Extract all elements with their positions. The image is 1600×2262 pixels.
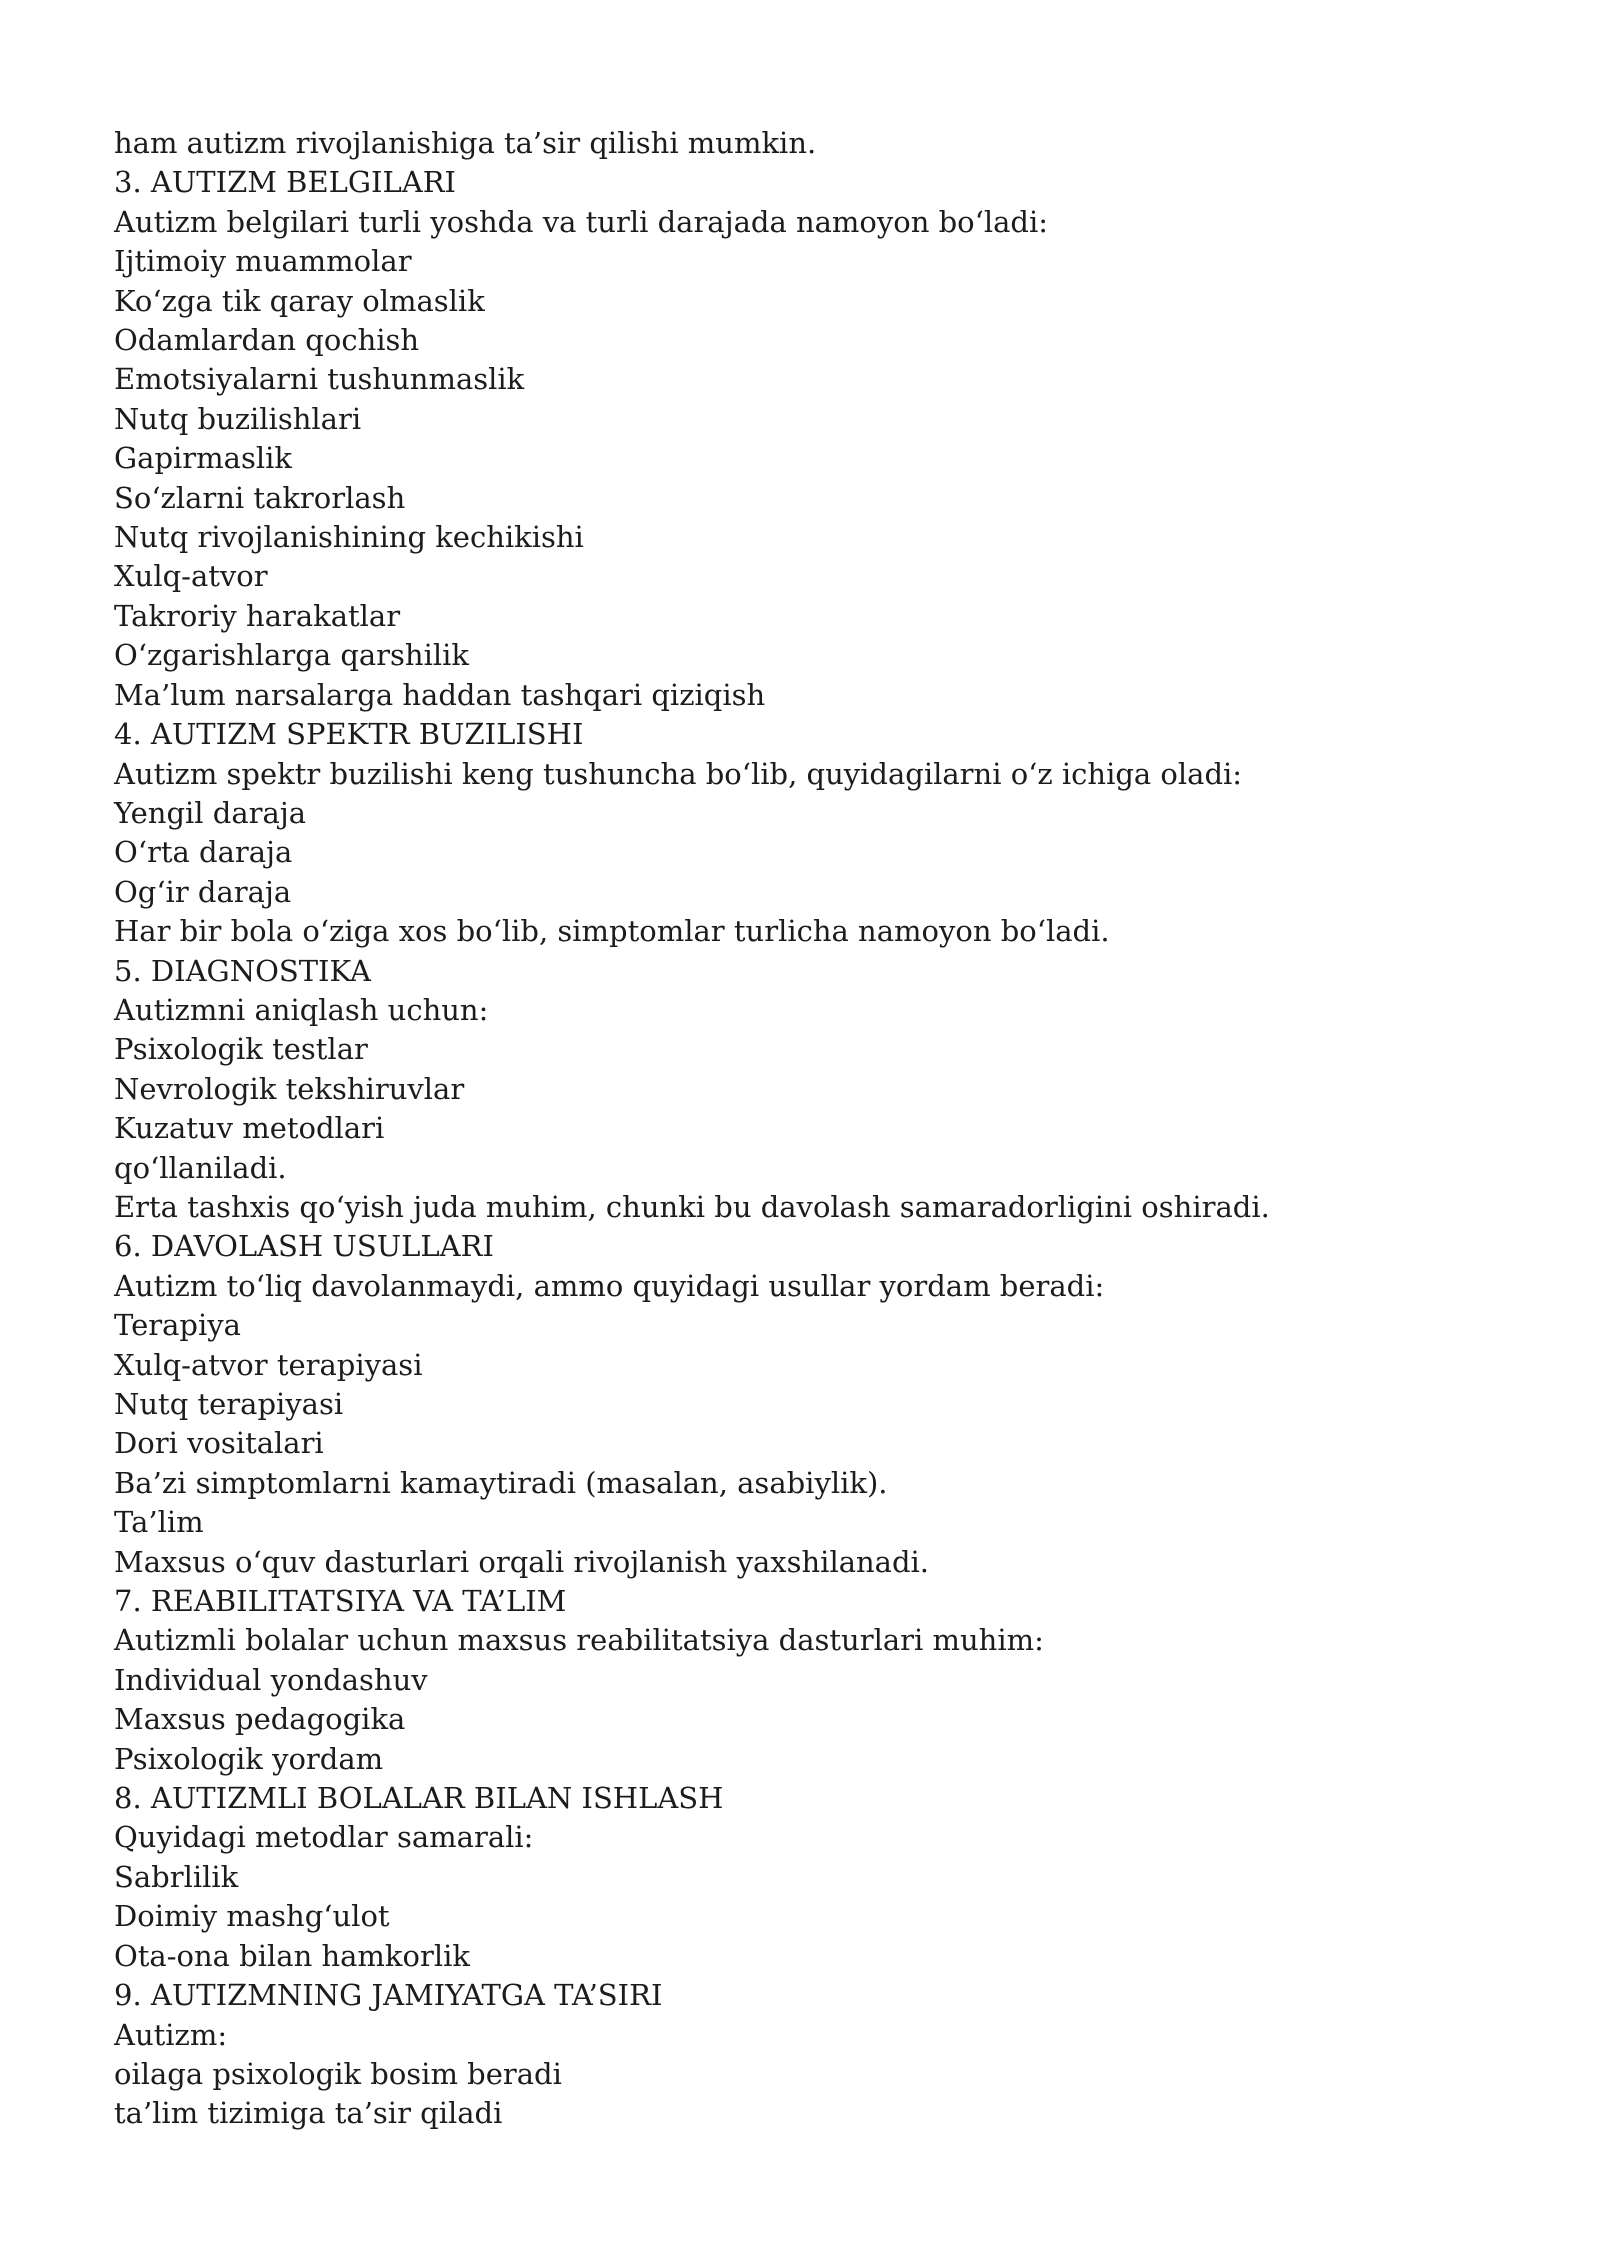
list-item: O‘rta daraja: [114, 835, 293, 870]
list-item: Ota-ona bilan hamkorlik: [114, 1938, 470, 1973]
list-item: Ko‘zga tik qaray olmaslik: [114, 283, 485, 318]
text-line: Autizm spektr buzilishi keng tushuncha bo‘lib, quyidagilarni o‘z ichiga oladi:: [114, 756, 1243, 791]
list-item: Yengil daraja: [114, 795, 307, 830]
list-item: Maxsus pedagogika: [114, 1702, 406, 1737]
section-heading-3: 3. AUTIZM BELGILARI: [114, 165, 456, 200]
text-line: Quyidagi metodlar samarali:: [114, 1820, 534, 1855]
list-item: Odamlardan qochish: [114, 323, 420, 358]
section-heading-5: 5. DIAGNOSTIKA: [114, 953, 371, 988]
section-heading-4: 4. AUTIZM SPEKTR BUZILISHI: [114, 717, 584, 752]
section-heading-9: 9. AUTIZMNING JAMIYATGA TA’SIRI: [114, 1978, 663, 2013]
list-item: ta’lim tizimiga ta’sir qiladi: [114, 2096, 503, 2131]
list-item: Ta’lim: [114, 1505, 204, 1540]
list-item: Psixologik testlar: [114, 1032, 368, 1067]
text-line: ham autizm rivojlanishiga ta’sir qilishi mumkin.: [114, 126, 817, 160]
list-item: Emotsiyalarni tushunmaslik: [114, 362, 525, 397]
list-item: Psixologik yordam: [114, 1741, 384, 1776]
text-line: Maxsus o‘quv dasturlari orqali rivojlanish yaxshilanadi.: [114, 1544, 930, 1579]
text-line: Autizm:: [114, 2017, 228, 2052]
list-item: Ijtimoiy muammolar: [114, 244, 412, 279]
list-item: Kuzatuv metodlari: [114, 1111, 385, 1146]
list-item: Sabrlilik: [114, 1859, 239, 1894]
section-heading-7: 7. REABILITATSIYA VA TA’LIM: [114, 1584, 567, 1619]
text-line: Autizmli bolalar uchun maxsus reabilitatsiya dasturlari muhim:: [114, 1623, 1044, 1658]
list-item: So‘zlarni takrorlash: [114, 480, 406, 515]
list-item: Doimiy mashg‘ulot: [114, 1899, 390, 1934]
list-item: Nutq rivojlanishining kechikishi: [114, 520, 584, 555]
list-item: Nutq buzilishlari: [114, 401, 362, 436]
list-item: Nutq terapiyasi: [114, 1387, 344, 1421]
list-item: Ma’lum narsalarga haddan tashqari qiziqish: [114, 677, 766, 712]
text-line: Har bir bola o‘ziga xos bo‘lib, simptomlar turlicha namoyon bo‘ladi.: [114, 914, 1110, 949]
text-line: qo‘llaniladi.: [114, 1150, 287, 1185]
list-item: O‘zgarishlarga qarshilik: [114, 638, 469, 673]
list-item: Takroriy harakatlar: [114, 598, 401, 633]
text-line: Autizm to‘liq davolanmaydi, ammo quyidagi usullar yordam beradi:: [114, 1268, 1105, 1303]
text-line: Autizmni aniqlash uchun:: [114, 992, 489, 1027]
text-line: Erta tashxis qo‘yish juda muhim, chunki bu davolash samaradorligini oshiradi.: [114, 1189, 1270, 1224]
section-heading-8: 8. AUTIZMLI BOLALAR BILAN ISHLASH: [114, 1781, 724, 1816]
list-item: Individual yondashuv: [114, 1662, 428, 1697]
list-item: Terapiya: [114, 1308, 241, 1343]
text-line: Autizm belgilari turli yoshda va turli darajada namoyon bo‘ladi:: [114, 204, 1049, 239]
list-item: Gapirmaslik: [114, 441, 292, 476]
list-item: Dori vositalari: [114, 1426, 324, 1461]
list-item: Og‘ir daraja: [114, 874, 292, 909]
list-item: oilaga psixologik bosim beradi: [114, 2056, 562, 2091]
text-line: Ba’zi simptomlarni kamaytiradi (masalan, asabiylik).: [114, 1465, 888, 1500]
list-item: Xulq-atvor terapiyasi: [114, 1347, 423, 1382]
list-item: Xulq-atvor: [114, 559, 268, 594]
list-item: Nevrologik tekshiruvlar: [114, 1071, 465, 1106]
document-body: [114, 124, 1494, 2134]
section-heading-6: 6. DAVOLASH USULLARI: [114, 1229, 494, 1264]
